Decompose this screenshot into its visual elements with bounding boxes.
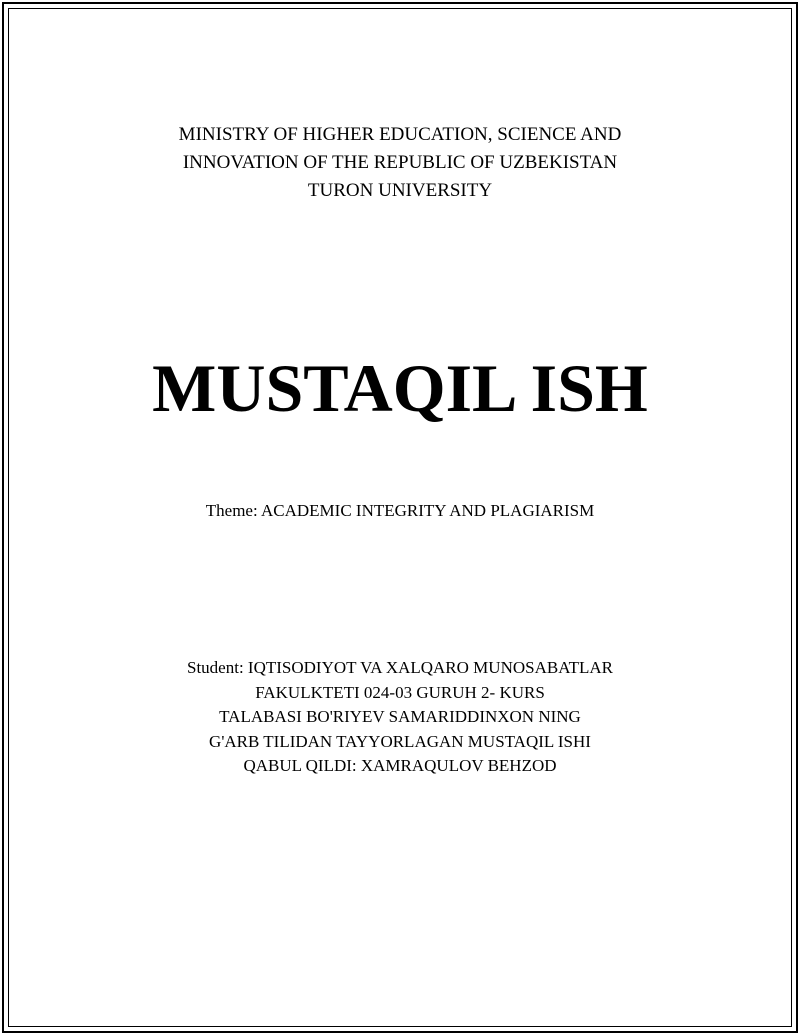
header-line-university: TURON UNIVERSITY (307, 180, 493, 201)
student-line-group: FAKULKTETI 024-03 GURUH 2- KURS (255, 682, 545, 702)
header-line-republic: INNOVATION OF THE REPUBLIC OF UZBEKISTAN (182, 152, 618, 173)
student-line-faculty: Student: IQTISODIYOT VA XALQARO MUNOSABATLAR (187, 658, 613, 677)
student-line-reviewer: QABUL QILDI: XAMRAQULOV BEHZOD (243, 756, 557, 775)
student-line-subject: G'ARB TILIDAN TAYYORLAGAN MUSTAQIL ISHI (209, 731, 591, 751)
student-line-name: TALABASI BO'RIYEV SAMARIDDINXON NING (219, 707, 581, 726)
document-theme: Theme: ACADEMIC INTEGRITY AND PLAGIARISM (205, 501, 595, 520)
document-title: MUSTAQIL ISH (152, 350, 648, 426)
header-line-ministry: MINISTRY OF HIGHER EDUCATION, SCIENCE AND (178, 124, 622, 145)
student-info (0, 656, 800, 779)
institution-header (0, 121, 800, 205)
